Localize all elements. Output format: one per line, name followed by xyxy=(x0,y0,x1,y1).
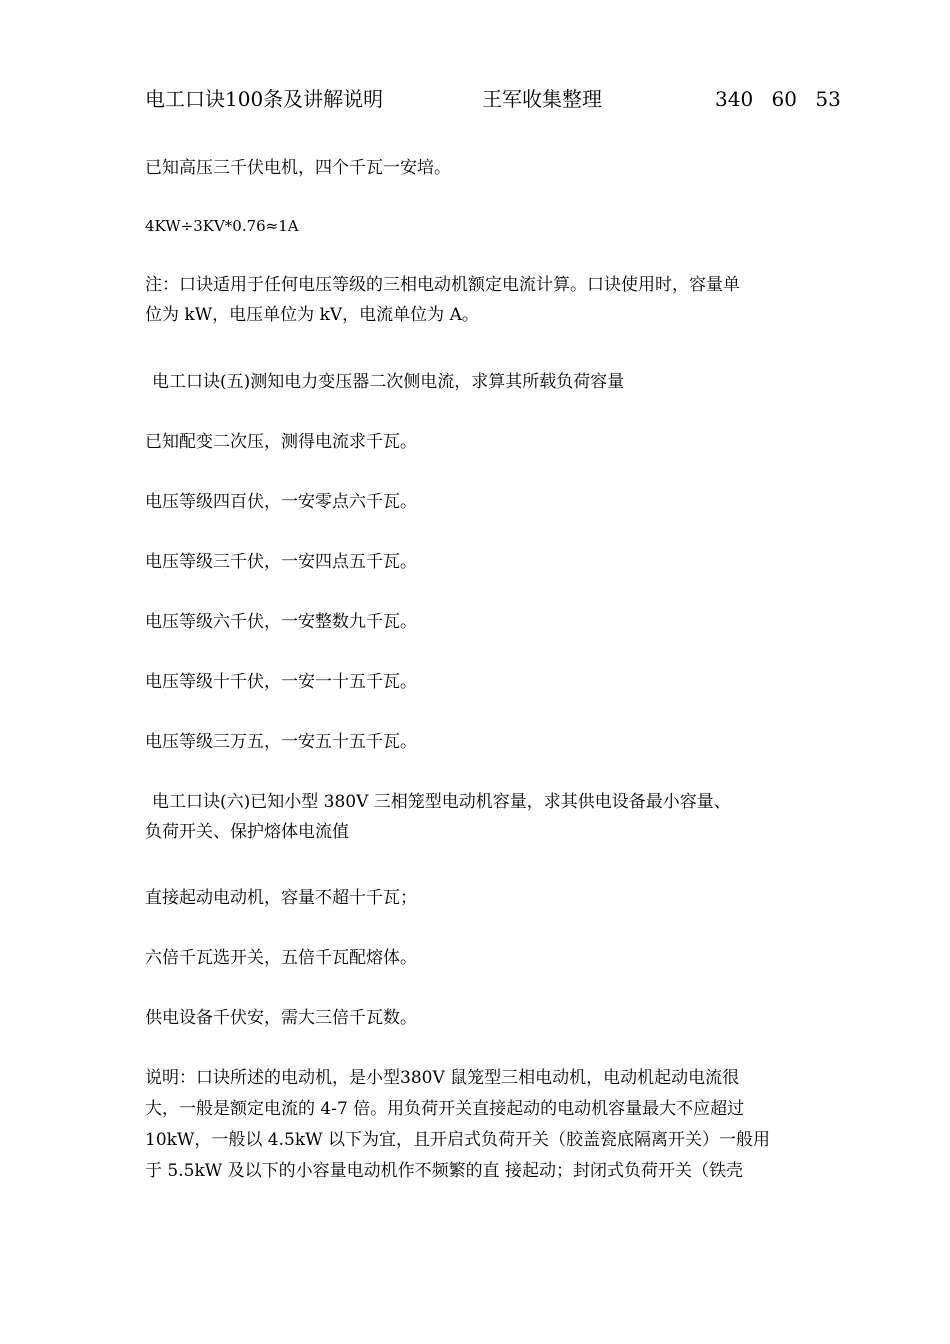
text-line: 电工口诀(六)已知小型 380V 三相笼型电动机容量，求其供电设备最小容量、 xyxy=(152,792,731,812)
paragraph xyxy=(145,667,815,697)
section-heading-5 xyxy=(152,367,822,397)
paragraph xyxy=(145,427,815,457)
text-line: 位为 kW，电压单位为 kV，电流单位为 A。 xyxy=(145,305,479,325)
paragraph xyxy=(145,547,815,577)
text-line: 电压等级三万五，一安五十五千瓦。 xyxy=(145,732,417,752)
text-line: 于 5.5kW 及以下的小容量电动机作不频繁的直 接起动；封闭式负荷开关（铁壳 xyxy=(145,1161,744,1181)
paragraph xyxy=(145,883,815,913)
text-line: 六倍千瓦选开关，五倍千瓦配熔体。 xyxy=(145,948,417,968)
paragraph xyxy=(145,153,815,183)
page-header xyxy=(145,84,845,114)
text-line: 电压等级六千伏，一安整数九千瓦。 xyxy=(145,612,417,632)
text-line: 电压等级十千伏，一安一十五千瓦。 xyxy=(145,672,417,692)
text-line: 注：口诀适用于任何电压等级的三相电动机额定电流计算。口诀使用时，容量单 xyxy=(145,275,740,295)
header-title: 电工口诀100条及讲解说明 xyxy=(145,87,384,111)
header-author: 王军收集整理 xyxy=(482,87,602,111)
paragraph xyxy=(145,607,815,637)
text-line: 10kW，一般以 4.5kW 以下为宜，且开启式负荷开关（胶盖瓷底隔离开关）一般用 xyxy=(145,1130,771,1150)
paragraph-explanation xyxy=(145,1063,815,1187)
header-numbers: 340 60 53 xyxy=(715,87,841,111)
paragraph xyxy=(145,943,815,973)
paragraph-formula xyxy=(145,211,815,241)
text-line: 已知配变二次压，测得电流求千瓦。 xyxy=(145,432,417,452)
paragraph xyxy=(145,1003,815,1033)
text-line: 说明：口诀所述的电动机，是小型380V 鼠笼型三相电动机，电动机起动电流很 xyxy=(145,1068,740,1088)
text-line: 直接起动电动机，容量不超十千瓦； xyxy=(145,888,417,908)
text-line: 大，一般是额定电流的 4-7 倍。用负荷开关直接起动的电动机容量最大不应超过 xyxy=(145,1099,745,1119)
paragraph xyxy=(145,487,815,517)
text-line: 负荷开关、保护熔体电流值 xyxy=(145,822,349,842)
text-line: 4KW÷3KV*0.76≈1A xyxy=(145,217,299,235)
text-line: 电工口诀(五)测知电力变压器二次侧电流，求算其所载负荷容量 xyxy=(152,372,625,392)
paragraph xyxy=(145,727,815,757)
text-line: 电压等级四百伏，一安零点六千瓦。 xyxy=(145,492,417,512)
text-line: 供电设备千伏安，需大三倍千瓦数。 xyxy=(145,1008,417,1028)
text-line: 电压等级三千伏，一安四点五千瓦。 xyxy=(145,552,417,572)
section-heading-6 xyxy=(145,787,822,847)
paragraph-note xyxy=(145,270,815,330)
text-line: 已知高压三千伏电机，四个千瓦一安培。 xyxy=(145,158,451,178)
